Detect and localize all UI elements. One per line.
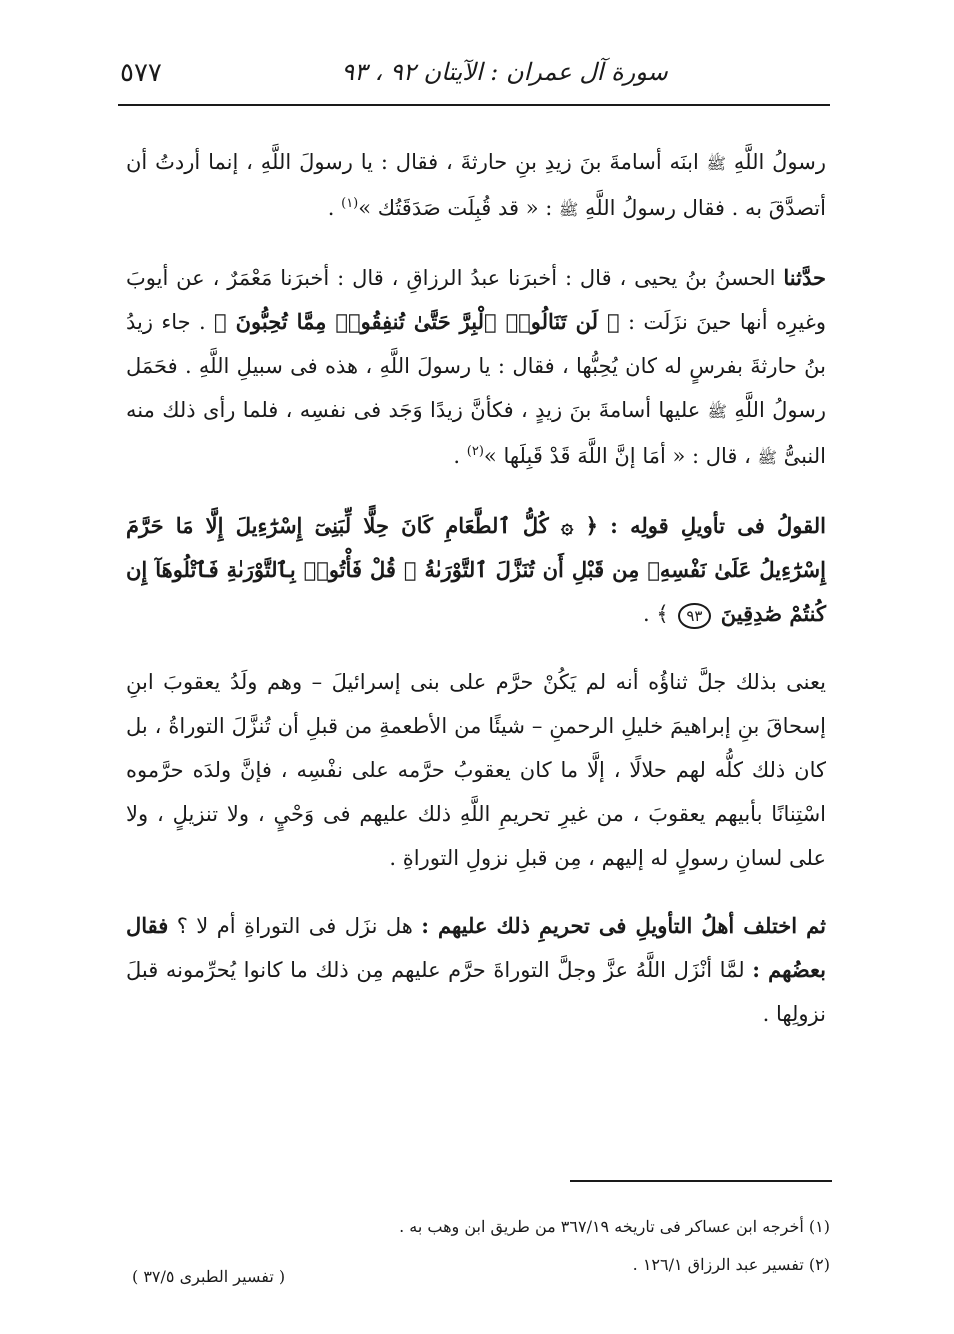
text: . xyxy=(327,196,342,220)
footnote-rule xyxy=(570,1180,832,1182)
honorific: ﷺ xyxy=(559,200,579,219)
paragraph-4: يعنى بذلك جلَّ ثناؤُه أنه لم يَكُنْ حرَّم على بنى إسرائيلَ – وهم ولَدُ يعقوبَ ابنِ إسحاقَ بنِ إبراهيمَ خليلِ الرحمنِ – شيئًا من الأطعمةِ من قبلِ أن تُنزَّلَ التوراةُ ، بل كان ذلك كلُّه لهم حلالًا ، إلَّا ما كان يعقوبُ حرَّمه على نفْسِه ، فإنَّ ولدَه حرَّموه اسْتِنانًا بأبيهم يعقوبَ ، من غيرِ تحريمِ اللَّهِ ذلك عليهم فى وَحْيٍ ، ولا تنزيلٍ ، ولا على لسانِ رسولٍ له إليهم ، مِن قبلِ نزولِ التوراةِ . xyxy=(126,670,826,870)
footnote-1: (١) أخرجه ابن عساكر فى تاريخه ٣٦٧/١٩ من طريق ابن وهب به . xyxy=(399,1217,830,1236)
ayah-number: ٩٣ xyxy=(678,603,710,629)
honorific: ﷺ xyxy=(706,154,726,173)
text: الحسنُ بنُ يحيى ، قال : أخبرَنا عبدُ الرزاقِ ، قال : أخبرَنا مَعْمَرٌ ، عن أيوبَ وغيرِه أنها حينَ نزَلَت : xyxy=(126,266,827,334)
paragraph-2 xyxy=(126,256,826,480)
text: لمَّا أنْزَل اللَّهُ عزَّ وجلَّ التوراةَ حرَّم عليهم مِن ذلك ما كانوا يُحرِّمونه قبلَ نزولِها . xyxy=(126,958,826,1026)
quran-verse: ﴿ ۞ كُلُّ ٱلطَّعَامِ كَانَ حِلًّا لِّبَنِىٓ إِسْرَٰٓءِيلَ إِلَّا مَا حَرَّمَ إِسْرَٰٓءِيلُ عَلَىٰ نَفْسِهِۦ مِن قَبْلِ أَن تُنَزَّلَ ٱلتَّوْرَىٰةُ ۗ قُلْ فَأْتُوا۟ بِٱلتَّوْرَىٰةِ فَٱتْلُوهَآ إِن كُنتُمْ صَٰدِقِينَ xyxy=(126,513,826,626)
paragraph-1 xyxy=(126,140,826,232)
text: . جاء زيدُ بنُ حارثةَ بفرسٍ له كان يُحِبُّها ، فقال : يا رسولَ اللَّهِ ، هذه فى سبيلِ اللَّهِ . فحَمَل رسولُ اللَّهِ xyxy=(126,310,826,422)
page-number: ٥٧٧ xyxy=(120,58,162,88)
isnad-lead: حدَّثنا xyxy=(783,265,826,290)
subheading: فقال بعضُهم : xyxy=(126,913,827,982)
text: ابنَه أسامةَ بنَ زيدِ بنِ حارثةَ ، فقال : يا رسولَ اللَّهِ ، إنما أردتُ أن أتصدَّقَ به . فقال رسولُ اللَّهِ xyxy=(126,150,826,220)
quran-verse: ﴿ لَن تَنَالُوا۟ ٱلْبِرَّ حَتَّىٰ تُنفِقُوا۟ مِمَّا تُحِبُّونَ ﴾ xyxy=(214,309,620,334)
section-heading: ثم اختلف أهلُ التأويلِ فى تحريمِ ذلك عليهم : xyxy=(421,913,826,938)
paragraph-3 xyxy=(126,504,826,636)
text: : « قد قُبِلَت صَدَقَتُك » xyxy=(358,196,560,220)
honorific: ﷺ xyxy=(707,402,727,421)
source-reference: ( تفسير الطبرى ٣٧/٥ ) xyxy=(132,1267,286,1286)
header-rule xyxy=(118,104,830,106)
page-header xyxy=(120,52,829,102)
text: عليها أسامةَ بنَ زيدٍ ، فكأنَّ زيدًا وَجَد فى نفسِه ، فلما رأى ذلك منه النبىُّ xyxy=(126,398,826,468)
text: رسولُ اللَّهِ xyxy=(726,150,827,174)
honorific: ﷺ xyxy=(757,448,777,467)
footnote-ref-1: (١) xyxy=(341,196,359,211)
text: ، قال : « أمَا إنَّ اللَّهَ قَدْ قَبِلَها » xyxy=(483,444,758,468)
section-heading: القولُ فى تأويلِ قولِه : xyxy=(610,513,826,538)
footnote-ref-2: (٢) xyxy=(466,444,484,459)
text: . xyxy=(453,444,467,468)
text: هل نزَل فى التوراةِ أم لا ؟ xyxy=(168,914,422,938)
text: ﴾ . xyxy=(643,602,676,626)
paragraph-5 xyxy=(126,904,826,1036)
main-text xyxy=(126,140,826,1060)
footnote-2: (٢) تفسير عبد الرزاق ١٢٦/١ . xyxy=(632,1255,830,1274)
running-title: سورة آل عمران : الآيتان ٩٢ ، ٩٣ xyxy=(341,58,668,86)
